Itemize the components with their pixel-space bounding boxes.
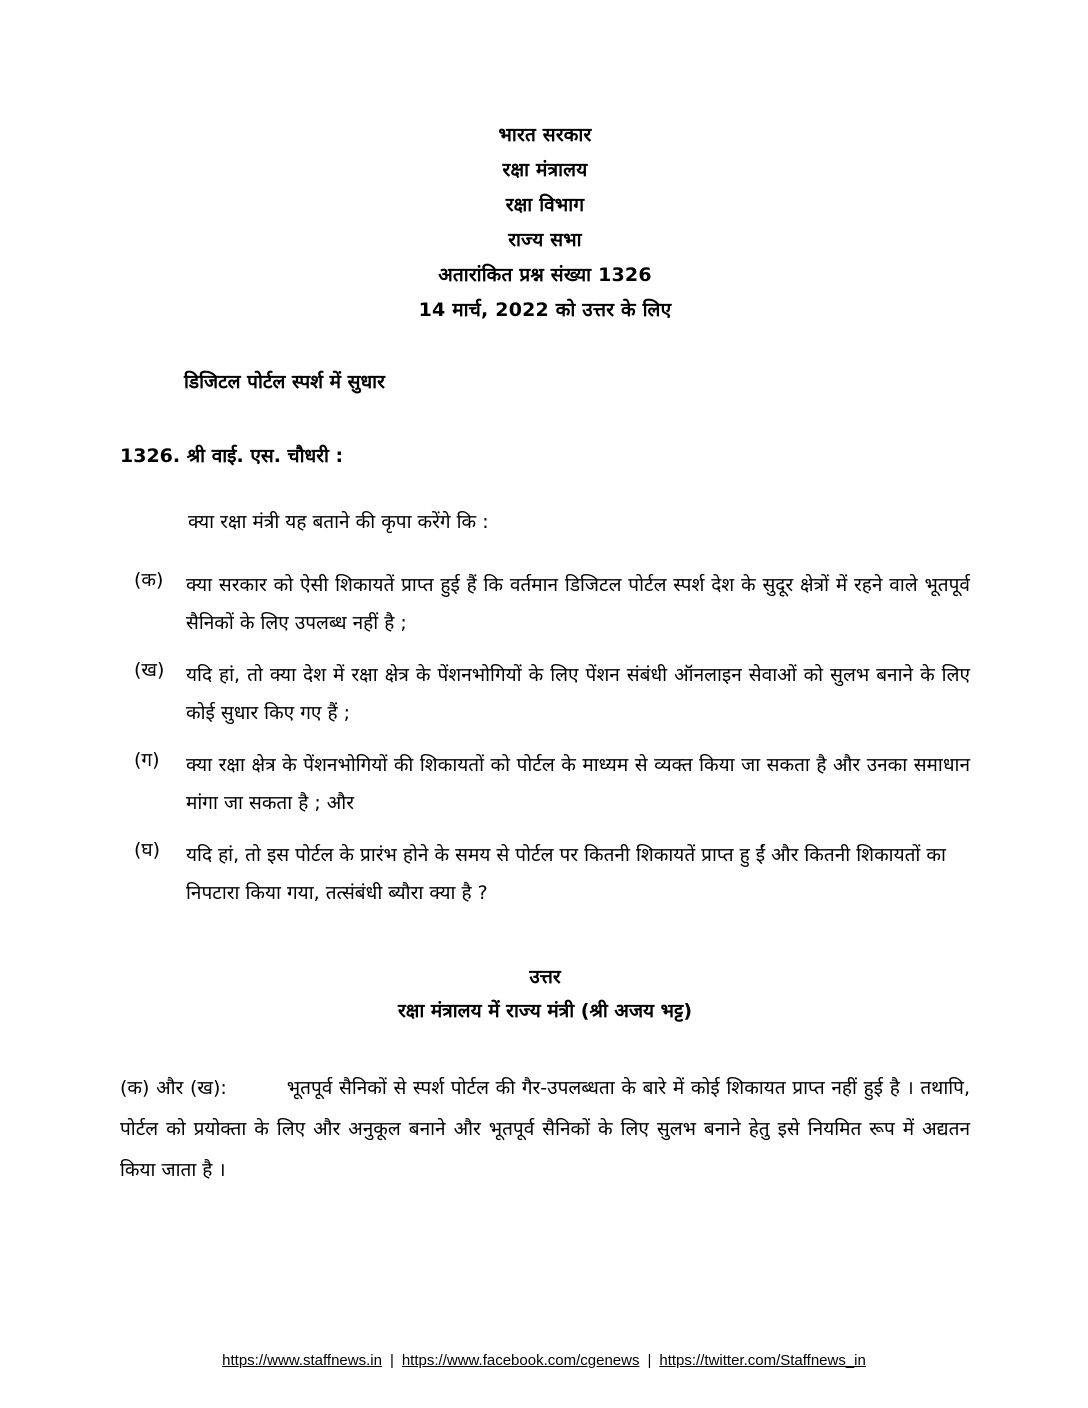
question-item bbox=[120, 656, 970, 732]
question-text: यदि हां, तो इस पोर्टल के प्रारंभ होने के समय से पोर्टल पर कितनी शिकायतें प्राप्त हु ईं और कितनी शिकायतों का निपटारा किया गया, तत्संबंधी ब्यौरा क्या है ? bbox=[186, 844, 946, 904]
answer-body bbox=[120, 1068, 970, 1191]
footer-link-twitter[interactable]: https://twitter.com/Staffnews_in bbox=[659, 1352, 866, 1369]
question-list bbox=[120, 566, 970, 912]
footer-separator: | bbox=[389, 1352, 394, 1369]
answer-minister: रक्षा मंत्रालय में राज्य मंत्री (श्री अजय भट्ट) bbox=[397, 1000, 693, 1022]
question-label: (घ) bbox=[134, 839, 161, 861]
question-text: यदि हां, तो क्या देश में रक्षा क्षेत्र के पेंशनभोगियों के लिए पेंशन संबंधी ऑनलाइन सेवाओं को सुलभ बनाने के लिए कोई सुधार किए गए हैं ; bbox=[186, 664, 970, 724]
header-line-government: भारत सरकार bbox=[498, 124, 592, 146]
header-line-question-number: अतारांकित प्रश्न संख्या 1326 bbox=[438, 264, 652, 286]
question-text: क्या सरकार को ऐसी शिकायतें प्राप्त हुई हैं कि वर्तमान डिजिटल पोर्टल स्पर्श देश के सुदूर क्षेत्रों में रहने वाले भूतपूर्व सैनिकों के लिए उपलब्ध नहीं है ; bbox=[186, 574, 970, 634]
question-item bbox=[120, 746, 970, 822]
page-footer bbox=[0, 1352, 1088, 1369]
question-item bbox=[120, 566, 970, 642]
question-intro: क्या रक्षा मंत्री यह बताने की कृपा करेंगे कि : bbox=[188, 511, 489, 533]
question-item bbox=[120, 836, 970, 912]
document-header bbox=[120, 118, 970, 328]
answer-text: भूतपूर्व सैनिकों से स्पर्श पोर्टल की गैर-उपलब्धता के बारे में कोई शिकायत प्राप्त नहीं हुई है । तथापि, पोर्टल को प्रयोक्ता के लिए और अनुकूल बनाने और भूतपूर्व सैनिकों के लिए सुलभ बनाने हेतु इसे नियमित रूप में अद्यतन किया जाता है । bbox=[120, 1077, 970, 1181]
header-line-ministry: रक्षा मंत्रालय bbox=[502, 159, 588, 181]
footer-link-staffnews[interactable]: https://www.staffnews.in bbox=[222, 1352, 382, 1369]
answer-prefix: (क) और (ख): bbox=[120, 1077, 227, 1099]
document-subject: डिजिटल पोर्टल स्पर्श में सुधार bbox=[184, 371, 385, 393]
question-text: क्या रक्षा क्षेत्र के पेंशनभोगियों की शिकायतों को पोर्टल के माध्यम से व्यक्त किया जा सकता है और उनका समाधान मांगा जा सकता है ; और bbox=[186, 754, 970, 814]
header-line-department: रक्षा विभाग bbox=[505, 194, 585, 216]
question-asker: 1326. श्री वाई. एस. चौधरी : bbox=[120, 445, 344, 467]
header-line-house: राज्य सभा bbox=[508, 229, 582, 251]
answer-heading: उत्तर bbox=[529, 966, 561, 988]
header-line-answer-date: 14 मार्च, 2022 को उत्तर के लिए bbox=[418, 299, 672, 321]
footer-separator: | bbox=[647, 1352, 652, 1369]
footer-link-facebook[interactable]: https://www.facebook.com/cgenews bbox=[401, 1352, 640, 1369]
answer-header bbox=[120, 960, 970, 1028]
question-label: (ग) bbox=[134, 749, 160, 771]
question-label: (क) bbox=[134, 569, 164, 591]
document-content bbox=[120, 118, 970, 1191]
question-label: (ख) bbox=[134, 659, 165, 681]
